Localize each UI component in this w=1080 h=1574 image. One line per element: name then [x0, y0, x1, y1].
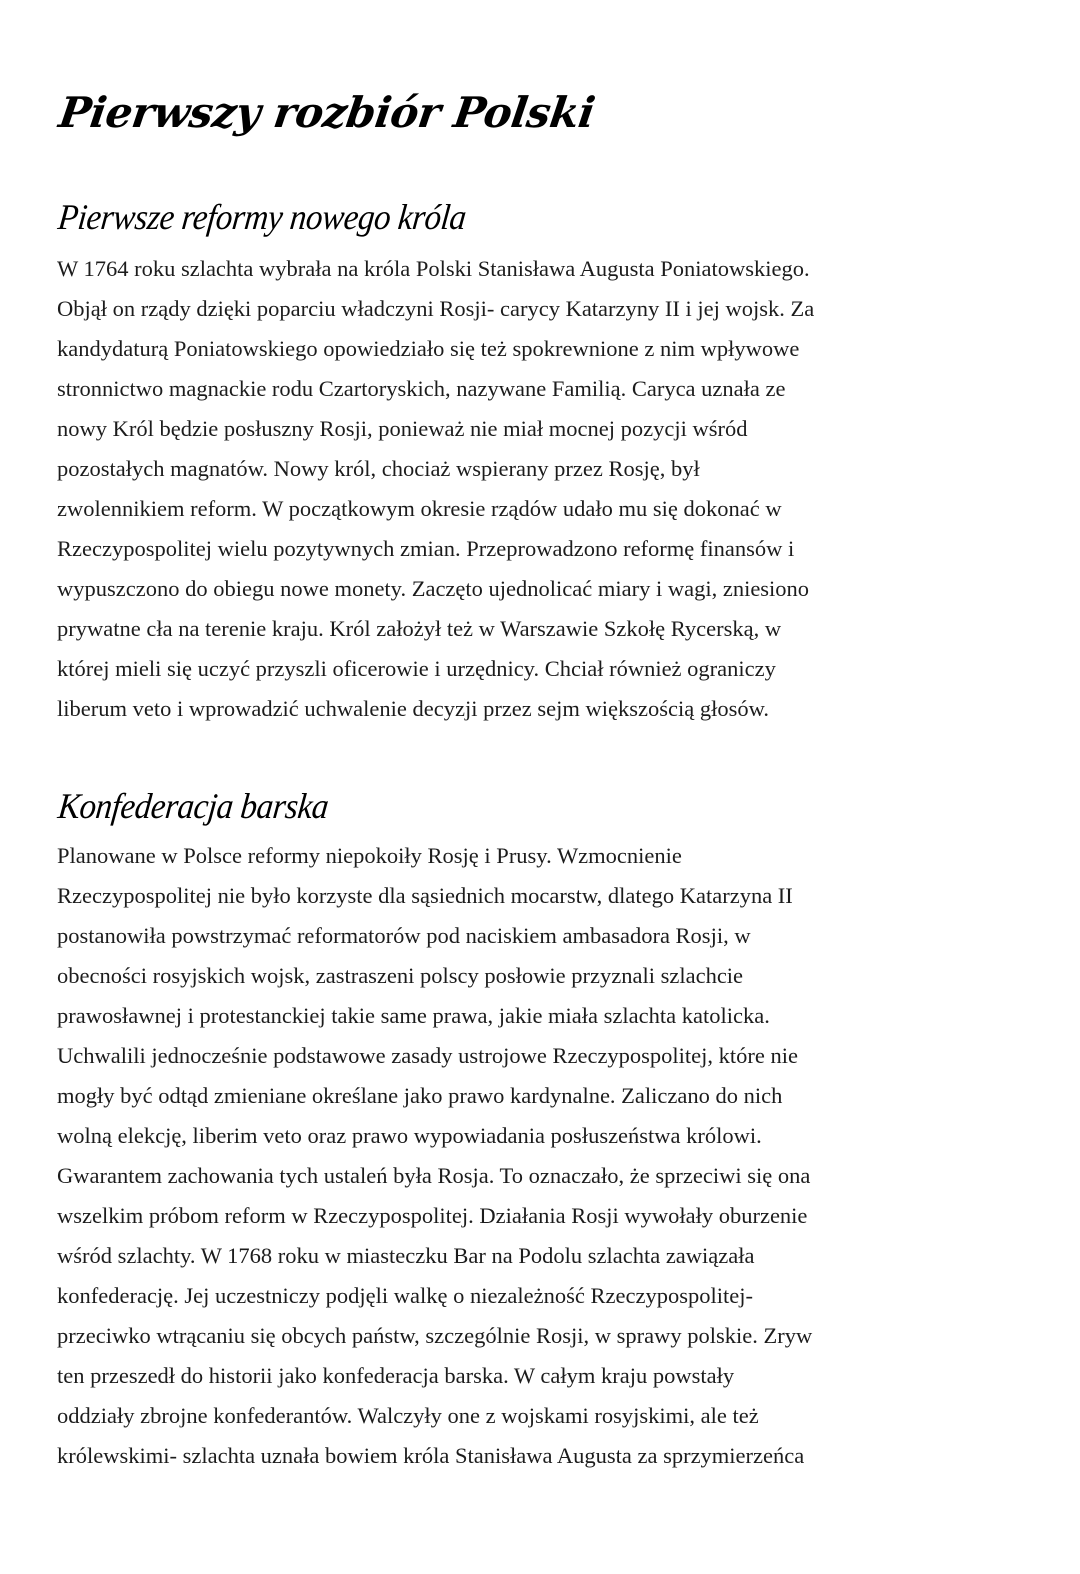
text-line: Rzeczypospolitej nie było korzyste dla sąsiednich mocarstw, dlatego Katarzyna II — [57, 883, 793, 908]
text-line: ten przeszedł do historii jako konfederacja barska. W całym kraju powstały — [57, 1363, 735, 1388]
section-body-reforms — [57, 249, 1047, 729]
text-line: Planowane w Polsce reformy niepokoiły Rosję i Prusy. Wzmocnienie — [57, 843, 682, 868]
section-body-bar-confederation — [57, 836, 1047, 1476]
text-line: wolną elekcję, liberim veto oraz prawo wypowiadania posłuszeństwa królowi. — [57, 1123, 762, 1148]
text-line: której mieli się uczyć przyszli oficerowie i urzędnicy. Chciał również ograniczy — [57, 656, 776, 681]
text-line: wypuszczono do obiegu nowe monety. Zaczęto ujednolicać miary i wagi, zniesiono — [57, 576, 810, 601]
text-line: konfederację. Jej uczestniczy podjęli walkę o niezależność Rzeczypospolitej- — [57, 1283, 753, 1308]
text-line: Objął on rządy dzięki poparciu władczyni Rosji- carycy Katarzyny II i jej wojsk. Za — [57, 296, 815, 321]
text-line: pozostałych magnatów. Nowy król, chociaż wspierany przez Rosję, był — [57, 456, 700, 481]
text-line: przeciwko wtrącaniu się obcych państw, szczególnie Rosji, w sprawy polskie. Zryw — [57, 1323, 813, 1348]
text-line: prywatne cła na terenie kraju. Król założył też w Warszawie Szkołę Rycerską, w — [57, 616, 782, 641]
text-line: liberum veto i wprowadzić uchwalenie decyzji przez sejm większością głosów. — [57, 696, 770, 721]
text-line: Rzeczypospolitej wielu pozytywnych zmian. Przeprowadzono reformę finansów i — [57, 536, 795, 561]
text-line: mogły być odtąd zmieniane określane jako prawo kardynalne. Zaliczano do nich — [57, 1083, 783, 1108]
page-title: Pierwszy rozbiór Polski — [56, 88, 598, 138]
section-heading-bar-confederation: Konfederacja barska — [56, 785, 331, 826]
text-line: kandydaturą Poniatowskiego opowiedziało się też spokrewnione z nim wpływowe — [57, 336, 800, 361]
text-line: prawosławnej i protestanckiej takie same prawa, jakie miała szlachta katolicka. — [57, 1003, 770, 1028]
text-line: wśród szlachty. W 1768 roku w miasteczku Bar na Podolu szlachta zawiązała — [57, 1243, 755, 1268]
text-line: obecności rosyjskich wojsk, zastraszeni polscy posłowie przyznali szlachcie — [57, 963, 744, 988]
text-line: wszelkim próbom reform w Rzeczypospolitej. Działania Rosji wywołały oburzenie — [57, 1203, 808, 1228]
text-line: nowy Król będzie posłuszny Rosji, ponieważ nie miał mocnej pozycji wśród — [57, 416, 748, 441]
text-line: królewskimi- szlachta uznała bowiem króla Stanisława Augusta za sprzymierzeńca — [57, 1443, 805, 1468]
text-line: oddziały zbrojne konfederantów. Walczyły one z wojskami rosyjskimi, ale też — [57, 1403, 759, 1428]
text-line: W 1764 roku szlachta wybrała na króla Polski Stanisława Augusta Poniatowskiego. — [57, 256, 810, 281]
text-line: Gwarantem zachowania tych ustaleń była Rosja. To oznaczało, że sprzeciwi się ona — [57, 1163, 811, 1188]
text-line: Uchwalili jednocześnie podstawowe zasady ustrojowe Rzeczypospolitej, które nie — [57, 1043, 799, 1068]
section-heading-reforms: Pierwsze reformy nowego króla — [56, 196, 468, 237]
text-line: stronnictwo magnackie rodu Czartoryskich, nazywane Familią. Caryca uznała ze — [57, 376, 786, 401]
text-line: zwolennikiem reform. W początkowym okresie rządów udało mu się dokonać w — [57, 496, 782, 521]
text-line: postanowiła powstrzymać reformatorów pod naciskiem ambasadora Rosji, w — [57, 923, 751, 948]
